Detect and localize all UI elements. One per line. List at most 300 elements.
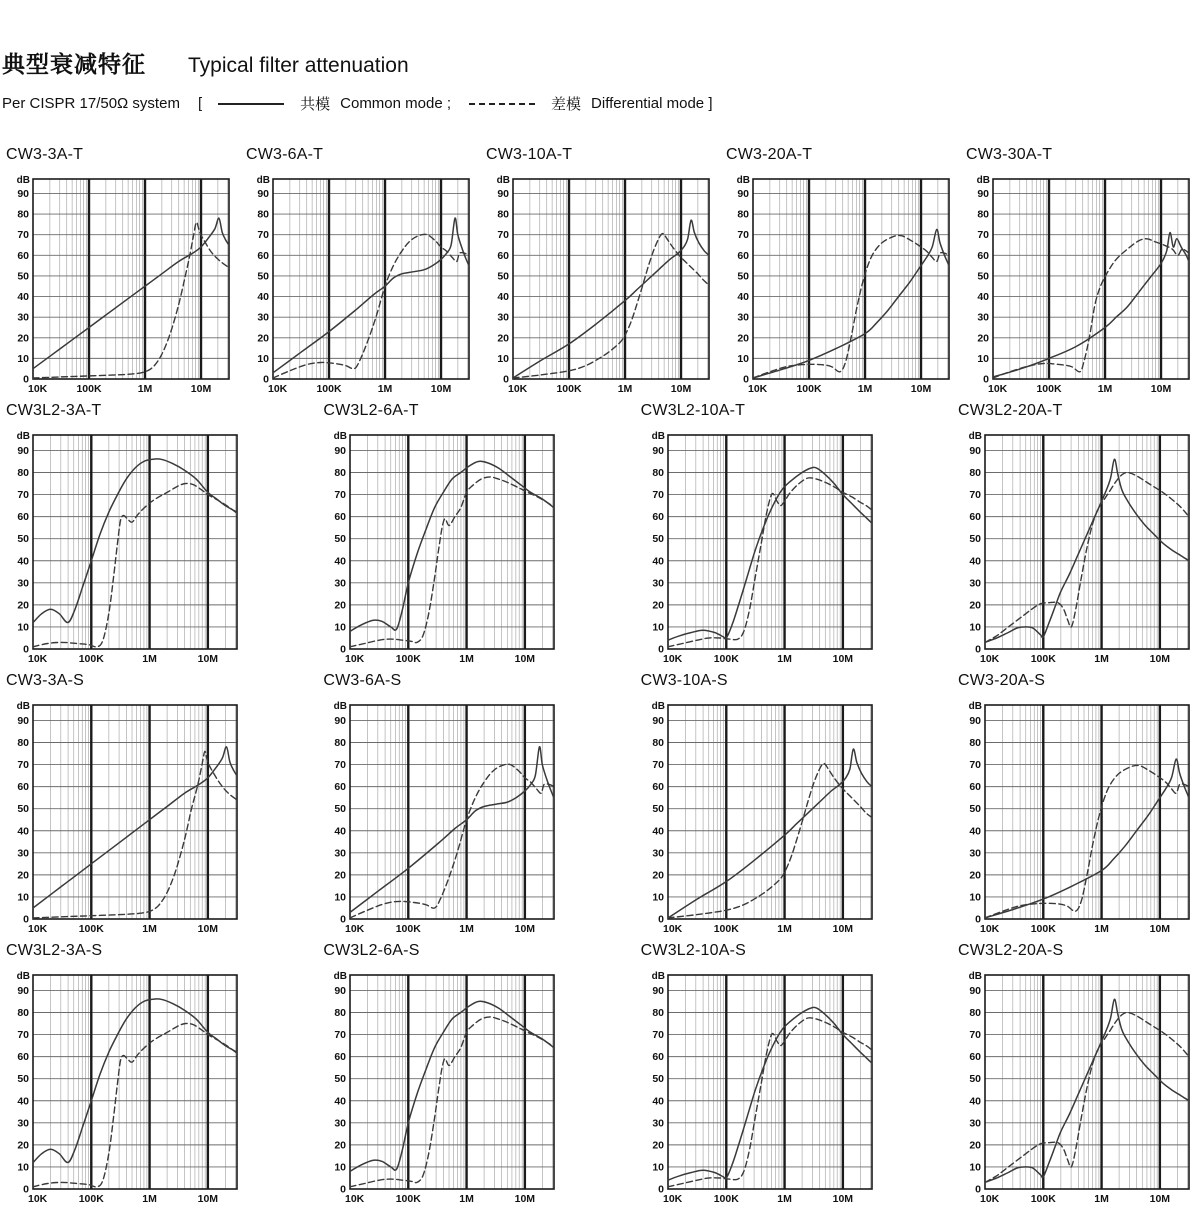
- y-tick-label: 20: [334, 869, 347, 882]
- y-axis-unit-label: dB: [651, 701, 665, 712]
- y-tick-label: 10: [969, 891, 981, 904]
- attenuation-chart: [726, 146, 954, 396]
- y-tick-label: 10: [17, 891, 29, 904]
- chart-plot: [726, 166, 954, 396]
- y-axis-unit-label: dB: [16, 701, 30, 712]
- x-tick-label: 10K: [508, 383, 528, 395]
- chart-title: CW3-3A-T: [6, 146, 84, 163]
- y-tick-label: 50: [334, 1073, 347, 1086]
- x-tick-label: 1M: [776, 653, 792, 665]
- common-mode-curve: [33, 999, 237, 1163]
- x-tick-label: 10M: [1150, 383, 1172, 395]
- y-tick-label: 80: [969, 1007, 981, 1020]
- chart-plot: [323, 422, 559, 666]
- x-tick-label: 100K: [78, 1193, 104, 1205]
- y-tick-label: 0: [743, 373, 749, 386]
- chart-plot: [246, 166, 474, 396]
- y-tick-label: 20: [17, 1139, 29, 1152]
- chart-title: CW3-10A-S: [640, 672, 728, 689]
- y-tick-label: 50: [651, 533, 664, 546]
- y-tick-label: 10: [651, 621, 664, 634]
- chart-plot: [641, 422, 877, 666]
- y-axis-unit-label: dB: [651, 431, 665, 442]
- y-axis-unit-label: dB: [976, 175, 990, 186]
- attenuation-chart: [486, 146, 714, 396]
- y-tick-label: 40: [257, 291, 269, 304]
- differential-mode-curve: [985, 1012, 1189, 1182]
- y-tick-label: 40: [334, 1095, 347, 1108]
- x-tick-label: 100K: [396, 1193, 422, 1205]
- y-tick-label: 70: [17, 759, 29, 772]
- y-tick-label: 10: [17, 352, 29, 365]
- y-tick-label: 30: [334, 1117, 347, 1130]
- chart-title: CW3-3A-S: [6, 672, 85, 689]
- y-tick-label: 20: [17, 599, 29, 612]
- y-tick-label: 10: [334, 621, 347, 634]
- differential-mode-curve: [350, 764, 554, 918]
- y-tick-label: 90: [17, 187, 29, 200]
- y-tick-label: 40: [651, 1095, 664, 1108]
- x-tick-label: 10K: [345, 653, 365, 665]
- y-tick-label: 20: [969, 869, 981, 882]
- chart-plot: [6, 692, 242, 936]
- y-tick-label: 90: [334, 444, 347, 457]
- common-mode-curve: [33, 218, 229, 369]
- chart-row-2: [6, 402, 1194, 666]
- y-tick-label: 90: [969, 714, 981, 727]
- x-tick-label: 100K: [713, 923, 739, 935]
- chart-plot: [323, 692, 559, 936]
- y-tick-label: 50: [17, 1073, 29, 1086]
- common-mode-curve: [33, 459, 237, 623]
- y-axis-unit-label: dB: [256, 175, 270, 186]
- chart-plot: [323, 962, 559, 1206]
- y-tick-label: 10: [497, 352, 509, 365]
- differential-mode-curve: [273, 234, 469, 378]
- y-tick-label: 80: [651, 1007, 664, 1020]
- y-tick-label: 20: [651, 869, 664, 882]
- y-tick-label: 40: [17, 825, 29, 838]
- x-tick-label: 100K: [316, 383, 342, 395]
- y-tick-label: 60: [969, 1051, 981, 1064]
- x-tick-label: 1M: [857, 383, 873, 395]
- y-tick-label: 80: [651, 467, 664, 480]
- y-tick-label: 0: [975, 1183, 981, 1196]
- y-axis-unit-label: dB: [333, 431, 348, 442]
- x-tick-label: 100K: [396, 923, 422, 935]
- x-tick-label: 10M: [910, 383, 932, 395]
- y-tick-label: 90: [334, 984, 347, 997]
- x-tick-label: 100K: [1030, 653, 1056, 665]
- x-tick-label: 10M: [832, 653, 853, 665]
- chart-title: CW3L2-20A-T: [957, 402, 1063, 419]
- x-tick-label: 1M: [617, 383, 633, 395]
- y-tick-label: 50: [17, 803, 29, 816]
- y-tick-label: 10: [969, 621, 981, 634]
- x-tick-label: 10M: [197, 923, 219, 935]
- y-tick-label: 70: [969, 1029, 981, 1042]
- common-mode-curve: [753, 229, 949, 378]
- y-tick-label: 40: [651, 555, 664, 568]
- y-tick-label: 0: [983, 373, 989, 386]
- y-tick-label: 50: [17, 270, 29, 283]
- y-tick-label: 80: [497, 208, 509, 221]
- y-tick-label: 60: [334, 1051, 347, 1064]
- y-tick-label: 20: [977, 332, 989, 345]
- chart-title: CW3-6A-S: [323, 672, 402, 689]
- y-tick-label: 0: [657, 913, 664, 926]
- x-tick-label: 10K: [979, 1193, 1000, 1205]
- attenuation-chart: [641, 672, 877, 936]
- attenuation-chart: [323, 942, 559, 1206]
- legend-bracket: [: [197, 95, 203, 112]
- y-tick-label: 90: [334, 714, 347, 727]
- y-tick-label: 10: [969, 1161, 981, 1174]
- y-tick-label: 0: [657, 1183, 664, 1196]
- chart-plot: [6, 166, 234, 396]
- attenuation-chart: [641, 942, 877, 1206]
- y-axis-unit-label: dB: [16, 431, 30, 442]
- y-tick-label: 80: [969, 467, 981, 480]
- legend-system-label: Per CISPR 17/50Ω system: [2, 95, 180, 112]
- y-axis-unit-label: dB: [496, 175, 510, 186]
- x-tick-label: 10M: [514, 923, 536, 935]
- x-tick-label: 10K: [748, 383, 768, 395]
- x-tick-label: 10K: [268, 383, 288, 395]
- attenuation-chart: [958, 942, 1194, 1206]
- common-mode-curve: [668, 467, 872, 640]
- x-tick-label: 10M: [832, 923, 853, 935]
- attenuation-chart: [6, 672, 242, 936]
- x-tick-label: 100K: [556, 383, 582, 395]
- y-tick-label: 50: [497, 270, 509, 283]
- x-tick-label: 1M: [137, 383, 153, 395]
- x-tick-label: 1M: [1094, 653, 1109, 665]
- common-mode-curve: [993, 233, 1189, 377]
- y-tick-label: 40: [17, 1095, 29, 1108]
- x-tick-label: 1M: [1097, 383, 1113, 395]
- y-tick-label: 80: [977, 208, 989, 221]
- y-tick-label: 40: [651, 825, 664, 838]
- chart-title: CW3L2-20A-S: [957, 942, 1064, 959]
- y-tick-label: 80: [17, 208, 29, 221]
- y-tick-label: 0: [23, 373, 29, 386]
- y-tick-label: 50: [651, 1073, 664, 1086]
- attenuation-chart: [323, 672, 559, 936]
- y-tick-label: 30: [969, 1117, 981, 1130]
- y-tick-label: 30: [969, 577, 981, 590]
- y-tick-label: 20: [969, 1139, 981, 1152]
- x-tick-label: 10K: [662, 653, 682, 665]
- y-tick-label: 60: [17, 249, 29, 262]
- y-tick-label: 10: [257, 352, 269, 365]
- page-header: [0, 0, 1200, 114]
- x-tick-label: 1M: [776, 923, 792, 935]
- common-mode-curve: [985, 759, 1189, 918]
- y-tick-label: 40: [17, 555, 29, 568]
- y-tick-label: 40: [977, 291, 989, 304]
- chart-title: CW3-6A-T: [246, 146, 324, 163]
- y-tick-label: 90: [17, 984, 29, 997]
- y-tick-label: 30: [17, 1117, 29, 1130]
- y-tick-label: 0: [23, 1183, 29, 1196]
- y-tick-label: 80: [257, 208, 269, 221]
- x-tick-label: 10K: [28, 383, 48, 395]
- chart-title: CW3L2-10A-S: [640, 942, 747, 959]
- x-tick-label: 10K: [979, 923, 1000, 935]
- y-tick-label: 20: [334, 1139, 347, 1152]
- y-tick-label: 80: [17, 1007, 29, 1020]
- y-tick-label: 20: [737, 332, 749, 345]
- common-mode-line-swatch: [218, 103, 284, 105]
- y-tick-label: 0: [23, 913, 29, 926]
- y-tick-label: 40: [737, 291, 749, 304]
- y-tick-label: 60: [17, 1051, 29, 1064]
- y-tick-label: 90: [17, 714, 29, 727]
- chart-plot: [6, 962, 242, 1206]
- y-tick-label: 0: [975, 913, 981, 926]
- y-tick-label: 80: [17, 467, 29, 480]
- y-tick-label: 90: [651, 444, 664, 457]
- y-tick-label: 60: [334, 781, 347, 794]
- differential-mode-curve: [33, 1023, 237, 1186]
- y-tick-label: 10: [737, 352, 749, 365]
- differential-mode-curve: [33, 222, 229, 378]
- y-tick-label: 80: [651, 737, 664, 750]
- chart-plot: [6, 422, 242, 666]
- x-tick-label: 10M: [197, 653, 219, 665]
- chart-plot: [641, 692, 877, 936]
- chart-plot: [958, 692, 1194, 936]
- y-tick-label: 10: [17, 621, 29, 634]
- x-tick-label: 10K: [345, 1193, 365, 1205]
- attenuation-chart: [6, 146, 234, 396]
- differential-mode-curve: [668, 1018, 872, 1187]
- y-tick-label: 50: [969, 803, 981, 816]
- chart-plot: [641, 962, 877, 1206]
- common-mode-curve: [668, 1007, 872, 1180]
- y-tick-label: 10: [651, 891, 664, 904]
- y-tick-label: 80: [737, 208, 749, 221]
- y-tick-label: 0: [340, 643, 347, 656]
- x-tick-label: 1M: [142, 923, 157, 935]
- y-tick-label: 30: [651, 847, 664, 860]
- legend-diff-zh: 差模: [551, 96, 582, 113]
- y-tick-label: 70: [497, 229, 509, 242]
- y-tick-label: 80: [334, 737, 347, 750]
- y-tick-label: 60: [977, 249, 989, 262]
- y-tick-label: 50: [969, 533, 981, 546]
- y-tick-label: 90: [969, 444, 981, 457]
- chart-title: CW3-10A-T: [486, 146, 573, 163]
- y-tick-label: 0: [657, 643, 664, 656]
- y-tick-label: 10: [977, 352, 989, 365]
- x-tick-label: 10K: [345, 923, 365, 935]
- chart-row-4: [6, 942, 1194, 1206]
- y-tick-label: 0: [503, 373, 509, 386]
- y-tick-label: 80: [334, 467, 347, 480]
- x-tick-label: 10M: [1149, 1193, 1171, 1205]
- y-tick-label: 70: [17, 1029, 29, 1042]
- x-tick-label: 10M: [670, 383, 692, 395]
- y-tick-label: 40: [334, 825, 347, 838]
- y-tick-label: 70: [969, 759, 981, 772]
- y-tick-label: 30: [257, 311, 269, 324]
- y-tick-label: 90: [497, 187, 509, 200]
- differential-mode-curve: [33, 483, 237, 646]
- y-tick-label: 70: [334, 1029, 347, 1042]
- chart-title: CW3L2-10A-T: [640, 402, 746, 419]
- y-tick-label: 0: [23, 643, 29, 656]
- x-tick-label: 1M: [1094, 923, 1109, 935]
- x-tick-label: 1M: [377, 383, 393, 395]
- y-tick-label: 30: [497, 311, 509, 324]
- x-tick-label: 100K: [396, 653, 422, 665]
- page-title: [2, 46, 1200, 79]
- x-tick-label: 10K: [662, 923, 682, 935]
- y-tick-label: 0: [263, 373, 269, 386]
- y-tick-label: 80: [334, 1007, 347, 1020]
- y-tick-label: 40: [17, 291, 29, 304]
- y-tick-label: 20: [497, 332, 509, 345]
- y-tick-label: 30: [651, 577, 664, 590]
- y-tick-label: 40: [497, 291, 509, 304]
- x-tick-label: 10M: [430, 383, 452, 395]
- x-tick-label: 100K: [796, 383, 822, 395]
- y-tick-label: 70: [257, 229, 269, 242]
- x-tick-label: 100K: [76, 383, 102, 395]
- y-tick-label: 70: [651, 1029, 664, 1042]
- common-mode-curve: [513, 220, 709, 378]
- x-tick-label: 1M: [459, 653, 475, 665]
- x-tick-label: 10M: [514, 1193, 536, 1205]
- differential-mode-curve: [993, 239, 1189, 378]
- y-tick-label: 40: [969, 555, 981, 568]
- attenuation-chart: [958, 672, 1194, 936]
- y-axis-unit-label: dB: [333, 971, 348, 982]
- y-tick-label: 80: [17, 737, 29, 750]
- chart-plot: [486, 166, 714, 396]
- legend-common-en: Common mode ;: [340, 95, 452, 112]
- page-title-en: Typical filter attenuation: [188, 54, 409, 77]
- chart-title: CW3-30A-T: [966, 146, 1053, 163]
- differential-mode-curve: [753, 235, 949, 378]
- y-tick-label: 70: [17, 229, 29, 242]
- y-tick-label: 90: [737, 187, 749, 200]
- x-tick-label: 1M: [142, 653, 157, 665]
- y-tick-label: 50: [257, 270, 269, 283]
- chart-title: CW3-20A-T: [726, 146, 813, 163]
- y-tick-label: 30: [977, 311, 989, 324]
- y-tick-label: 30: [651, 1117, 664, 1130]
- y-tick-label: 20: [651, 599, 664, 612]
- y-tick-label: 90: [257, 187, 269, 200]
- y-tick-label: 70: [969, 489, 981, 502]
- x-tick-label: 10K: [979, 653, 1000, 665]
- y-tick-label: 90: [977, 187, 989, 200]
- y-tick-label: 70: [651, 489, 664, 502]
- y-tick-label: 50: [969, 1073, 981, 1086]
- y-tick-label: 90: [969, 984, 981, 997]
- differential-mode-curve: [985, 472, 1189, 642]
- attenuation-chart: [323, 402, 559, 666]
- x-tick-label: 10M: [1149, 923, 1171, 935]
- y-tick-label: 20: [257, 332, 269, 345]
- y-tick-label: 30: [737, 311, 749, 324]
- x-tick-label: 1M: [459, 923, 475, 935]
- chart-plot: [958, 422, 1194, 666]
- legend: [2, 93, 1200, 114]
- y-tick-label: 60: [334, 511, 347, 524]
- x-tick-label: 10K: [988, 383, 1008, 395]
- y-tick-label: 20: [17, 869, 29, 882]
- chart-title: CW3-20A-S: [957, 672, 1046, 689]
- y-tick-label: 60: [651, 781, 664, 794]
- legend-common-zh: 共模: [300, 96, 331, 113]
- y-tick-label: 30: [334, 577, 347, 590]
- y-tick-label: 50: [651, 803, 664, 816]
- x-tick-label: 10M: [197, 1193, 219, 1205]
- x-tick-label: 1M: [1094, 1193, 1109, 1205]
- y-tick-label: 60: [17, 781, 29, 794]
- y-tick-label: 10: [651, 1161, 664, 1174]
- chart-row-3: [6, 672, 1194, 936]
- y-tick-label: 40: [334, 555, 347, 568]
- y-axis-unit-label: dB: [16, 971, 30, 982]
- y-tick-label: 90: [651, 984, 664, 997]
- common-mode-curve: [668, 749, 872, 918]
- y-tick-label: 10: [334, 1161, 347, 1174]
- x-tick-label: 100K: [713, 1193, 739, 1205]
- x-tick-label: 10K: [662, 1193, 682, 1205]
- attenuation-chart: [966, 146, 1194, 396]
- y-tick-label: 60: [17, 511, 29, 524]
- chart-plot: [966, 166, 1194, 396]
- y-tick-label: 60: [737, 249, 749, 262]
- y-tick-label: 70: [737, 229, 749, 242]
- x-tick-label: 100K: [1030, 1193, 1056, 1205]
- x-tick-label: 1M: [142, 1193, 157, 1205]
- y-tick-label: 60: [969, 511, 981, 524]
- chart-title: CW3L2-6A-S: [323, 942, 420, 959]
- y-axis-unit-label: dB: [968, 701, 982, 712]
- y-tick-label: 20: [334, 599, 347, 612]
- y-tick-label: 60: [497, 249, 509, 262]
- y-tick-label: 60: [651, 511, 664, 524]
- attenuation-chart: [246, 146, 474, 396]
- common-mode-curve: [350, 747, 554, 913]
- y-tick-label: 60: [969, 781, 981, 794]
- page-title-zh: 典型衰减特征: [2, 51, 146, 77]
- common-mode-curve: [350, 1001, 554, 1171]
- x-tick-label: 10M: [832, 1193, 853, 1205]
- y-tick-label: 90: [17, 444, 29, 457]
- x-tick-label: 10M: [1149, 653, 1171, 665]
- differential-mode-curve: [985, 765, 1189, 917]
- x-tick-label: 1M: [776, 1193, 792, 1205]
- y-tick-label: 10: [334, 891, 347, 904]
- y-tick-label: 90: [651, 714, 664, 727]
- differential-mode-line-swatch: [469, 103, 535, 105]
- common-mode-curve: [33, 747, 237, 908]
- y-tick-label: 70: [334, 489, 347, 502]
- y-axis-unit-label: dB: [968, 971, 982, 982]
- y-tick-label: 70: [651, 759, 664, 772]
- attenuation-chart: [6, 402, 242, 666]
- common-mode-curve: [273, 218, 469, 373]
- differential-mode-curve: [668, 478, 872, 647]
- chart-title: CW3L2-3A-S: [6, 942, 103, 959]
